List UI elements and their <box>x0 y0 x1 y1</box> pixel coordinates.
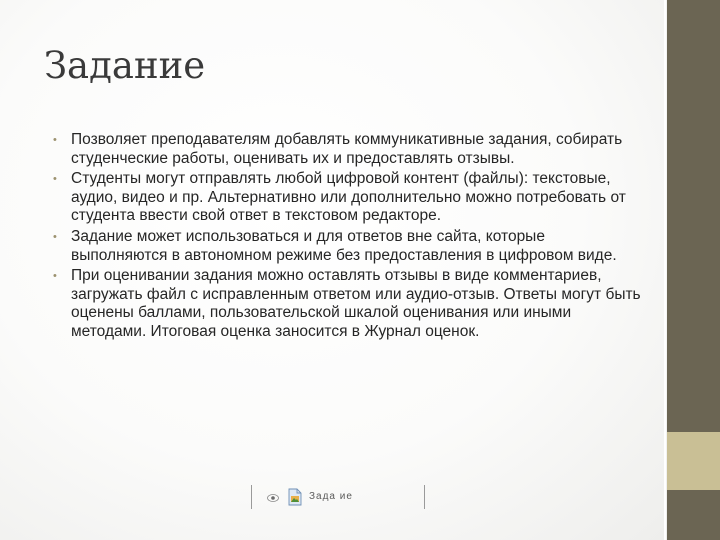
bullet-dot: • <box>53 230 57 243</box>
thumbnail-border-right <box>424 485 425 509</box>
sidebar-accent-block <box>667 432 720 490</box>
bullet-dot: • <box>53 173 57 186</box>
bullet-text: Позволяет преподавателям добавлять коммуникативные задания, собирать студенческие работы, оценивать их и предоставлять отзывы. <box>71 131 623 167</box>
bullet-item <box>53 170 643 226</box>
bullet-item <box>53 228 643 265</box>
file-icon <box>287 488 303 506</box>
bullet-list <box>53 131 643 344</box>
thumbnail-border-left <box>251 485 252 509</box>
thumbnail-label: Зада ие <box>309 491 353 502</box>
bullet-dot: • <box>53 134 57 146</box>
assignment-thumbnail[interactable] <box>251 485 425 509</box>
bullet-text: Задание может использоваться и для ответов вне сайта, которые выполняются в автономном режиме без предоставления в цифровом виде. <box>71 227 617 264</box>
bullet-text: При оценивании задания можно оставлять отзывы в виде комментариев, загружать файл с исправленным ответом или аудио-отзыв. Ответы могут быть оценены баллами, пользовательской шкалой оценивания или иными методами. Итоговая оценка заносится в Журнал оценок. <box>71 267 641 340</box>
bullet-item <box>53 267 643 341</box>
sidebar-divider <box>664 0 666 540</box>
slide-title: Задание <box>44 44 206 87</box>
bullet-text: Студенты могут отправлять любой цифровой контент (файлы): текстовые, аудио, видео и пр. Альтернативно или дополнительно можно потребовать от студента ввести свой ответ в текстовом редакторе. <box>71 170 626 225</box>
bullet-item <box>53 131 643 168</box>
bullet-dot: • <box>53 270 57 283</box>
eye-icon[interactable] <box>267 493 279 503</box>
